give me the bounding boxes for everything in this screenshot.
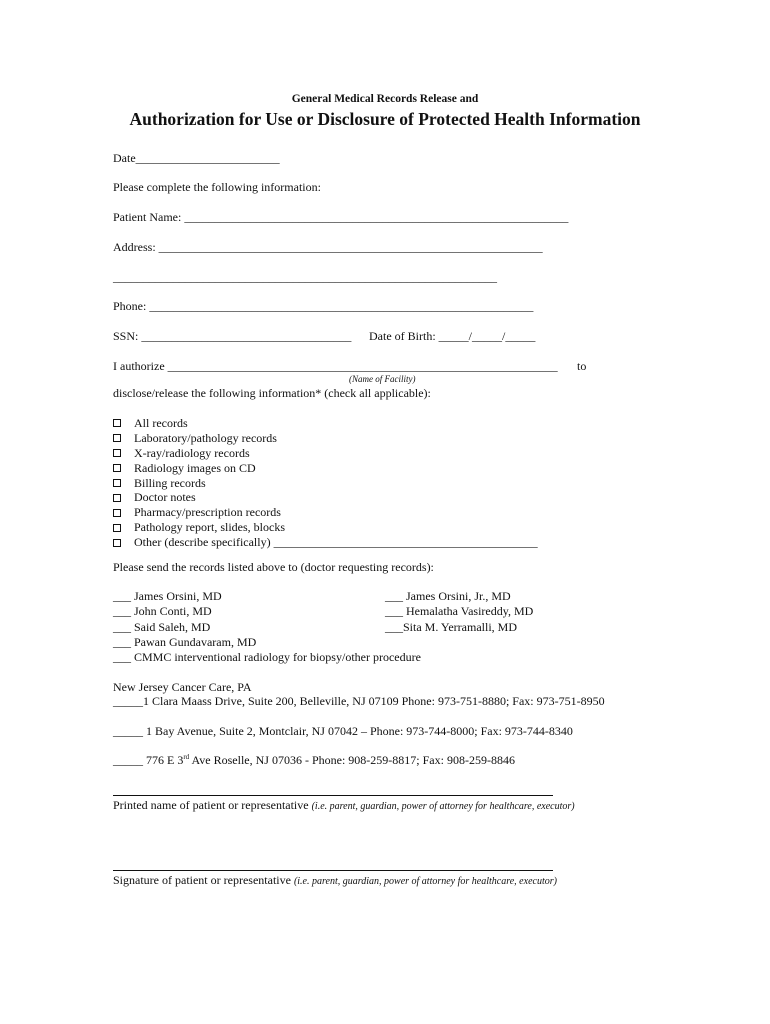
- send-to-heading: Please send the records listed above to (doctor requesting records):: [113, 560, 434, 574]
- printed-name-label: [113, 798, 575, 813]
- location-option-montclair[interactable]: _____ 1 Bay Avenue, Suite 2, Montclair, NJ 07042 – Phone: 973-744-8000; Fax: 973-744-8340: [113, 724, 573, 738]
- checkbox-icon[interactable]: [113, 524, 121, 532]
- organization-name: New Jersey Cancer Care, PA: [113, 680, 252, 694]
- doctor-option[interactable]: ___ Said Saleh, MD: [113, 620, 211, 634]
- address-field[interactable]: Address: ________________________________________________________________: [113, 240, 543, 254]
- dob-field[interactable]: Date of Birth: _____/_____/_____: [369, 329, 536, 343]
- checkbox-icon[interactable]: [113, 509, 121, 517]
- checkbox-label: Other (describe specifically) ____________________________________________: [134, 535, 538, 550]
- doctor-option[interactable]: ___ James Orsini, MD: [113, 589, 222, 603]
- signature-label: [113, 873, 557, 888]
- location-option-belleville[interactable]: _____1 Clara Maass Drive, Suite 200, Belleville, NJ 07109 Phone: 973-751-8880; Fax: 973-751-8950: [113, 694, 605, 708]
- checkbox-label: X-ray/radiology records: [134, 445, 250, 460]
- ssn-field[interactable]: SSN: ___________________________________: [113, 329, 352, 343]
- checkbox-lab-pathology[interactable]: [113, 431, 538, 446]
- checkbox-label: Radiology images on CD: [134, 460, 256, 475]
- authorize-to-text: to: [577, 359, 587, 373]
- checkbox-label: Doctor notes: [134, 490, 196, 505]
- patient-name-field[interactable]: Patient Name: ________________________________________________________________: [113, 210, 569, 224]
- printed-name-line[interactable]: [113, 795, 553, 796]
- date-field[interactable]: Date________________________: [113, 151, 280, 165]
- records-checkbox-list: [113, 416, 538, 550]
- form-subtitle: General Medical Records Release and: [291, 93, 479, 105]
- instructions-text: Please complete the following information:: [113, 180, 321, 194]
- checkbox-all-records[interactable]: [113, 416, 538, 431]
- doctor-option[interactable]: ___ James Orsini, Jr., MD: [385, 589, 511, 603]
- doctor-option[interactable]: ___ CMMC interventional radiology for biopsy/other procedure: [113, 650, 421, 664]
- printed-name-note: (i.e. parent, guardian, power of attorney for healthcare, executor): [311, 801, 575, 812]
- checkbox-xray-radiology[interactable]: [113, 446, 538, 461]
- checkbox-label: All records: [134, 415, 188, 430]
- checkbox-icon[interactable]: [113, 434, 121, 442]
- doctor-option[interactable]: ___Sita M. Yerramalli, MD: [385, 620, 517, 634]
- signature-label-text: Signature of patient or representative: [113, 873, 291, 887]
- signature-line[interactable]: [113, 870, 553, 871]
- form-title: Authorization for Use or Disclosure of Protected Health Information: [129, 109, 641, 129]
- checkbox-other[interactable]: [113, 535, 538, 550]
- disclose-text: disclose/release the following information* (check all applicable):: [113, 386, 431, 400]
- checkbox-label: Pharmacy/prescription records: [134, 505, 281, 520]
- signature-note: (i.e. parent, guardian, power of attorney for healthcare, executor): [293, 876, 557, 887]
- checkbox-label: Pathology report, slides, blocks: [134, 520, 285, 535]
- checkbox-billing[interactable]: [113, 476, 538, 491]
- facility-caption: (Name of Facility): [349, 374, 416, 384]
- doctor-option[interactable]: ___ John Conti, MD: [113, 604, 212, 618]
- location-option-roselle[interactable]: [113, 753, 515, 768]
- checkbox-doctor-notes[interactable]: [113, 490, 538, 505]
- checkbox-icon[interactable]: [113, 464, 121, 472]
- location-roselle-sup: rd: [183, 753, 190, 761]
- authorize-field[interactable]: I authorize _________________________________________________________________: [113, 359, 558, 373]
- checkbox-radiology-cd[interactable]: [113, 461, 538, 476]
- checkbox-icon[interactable]: [113, 479, 121, 487]
- checkbox-icon[interactable]: [113, 419, 121, 427]
- checkbox-pathology-report[interactable]: [113, 520, 538, 535]
- location-roselle-post: Ave Roselle, NJ 07036 - Phone: 908-259-8817; Fax: 908-259-8846: [189, 753, 515, 767]
- printed-name-label-text: Printed name of patient or representative: [113, 798, 309, 812]
- checkbox-icon[interactable]: [113, 539, 121, 547]
- phone-field[interactable]: Phone: ________________________________________________________________: [113, 299, 534, 313]
- checkbox-label: Laboratory/pathology records: [134, 430, 277, 445]
- checkbox-icon[interactable]: [113, 449, 121, 457]
- address-line2-field[interactable]: ________________________________________________________________: [113, 270, 497, 284]
- checkbox-label: Billing records: [134, 475, 206, 490]
- checkbox-pharmacy[interactable]: [113, 505, 538, 520]
- checkbox-icon[interactable]: [113, 494, 121, 502]
- doctor-option[interactable]: ___ Hemalatha Vasireddy, MD: [385, 604, 534, 618]
- location-roselle-pre: _____ 776 E 3: [113, 753, 184, 767]
- doctor-option[interactable]: ___ Pawan Gundavaram, MD: [113, 635, 257, 649]
